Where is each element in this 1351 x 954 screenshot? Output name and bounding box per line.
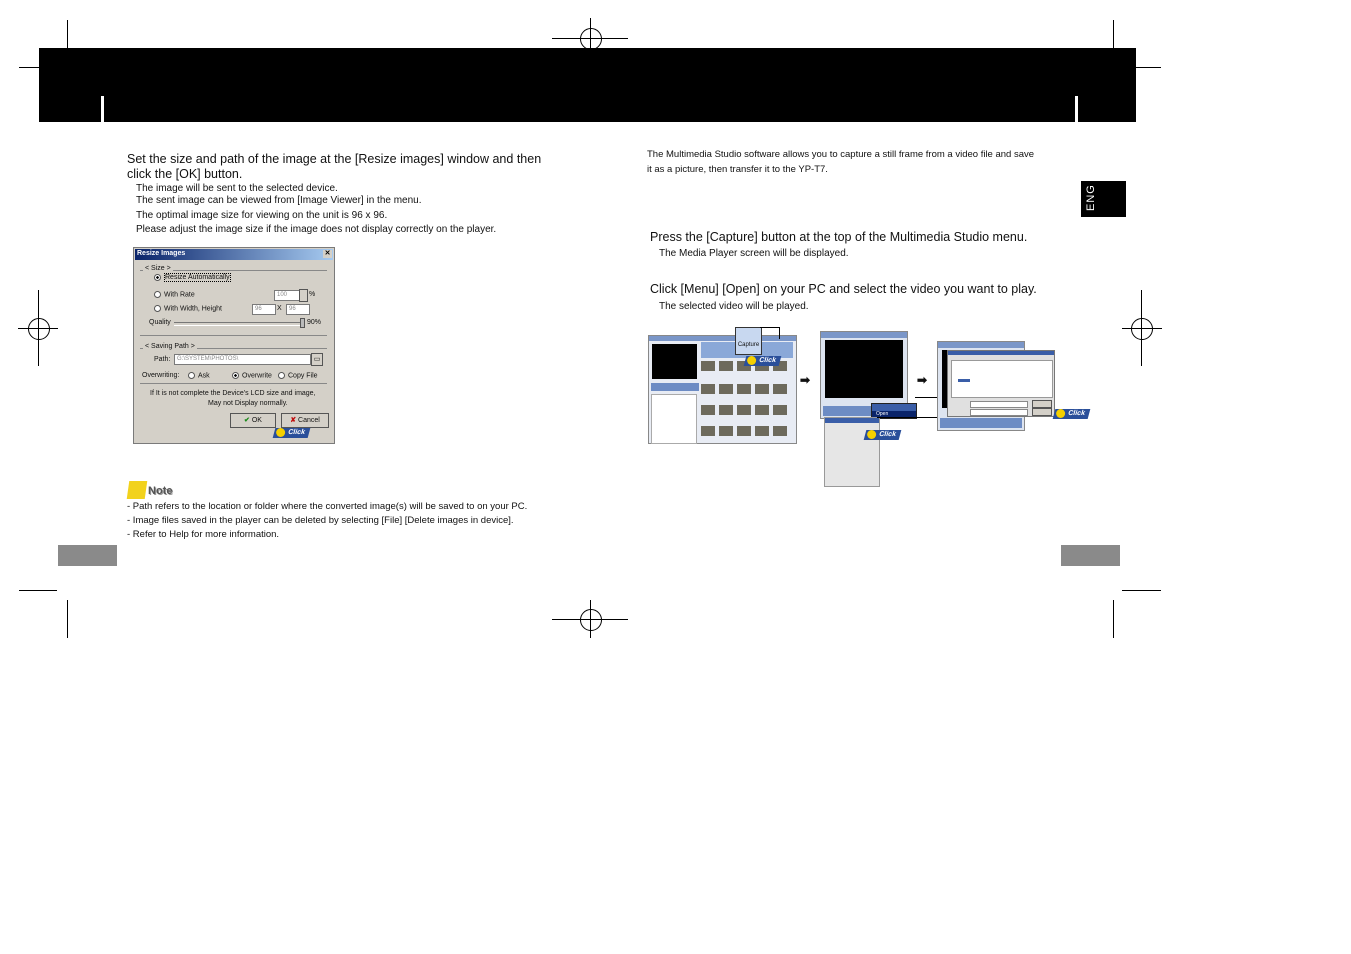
- size-group-label: < Size >: [145, 265, 171, 272]
- click-callout: [864, 430, 901, 440]
- crop-mark: [19, 590, 57, 591]
- quality-value: 90%: [307, 319, 322, 326]
- page-number-left: [58, 545, 117, 566]
- thumbnail: [737, 426, 751, 436]
- thumbnail: [701, 361, 715, 371]
- click-label: Click: [878, 431, 897, 438]
- path-group-label: < Saving Path >: [145, 343, 195, 350]
- warning-line-1: If It is not complete the Device's LCD size and image,: [150, 390, 316, 397]
- crop-mark: [67, 20, 68, 48]
- thumbnail: [755, 426, 769, 436]
- thumbnail: [737, 405, 751, 415]
- rate-input[interactable]: 100: [274, 290, 300, 301]
- dialog-titlebar: [948, 351, 1054, 355]
- radio-selected-icon: [154, 274, 161, 281]
- intro-line-2: it as a picture, then transfer it to the YP-T7.: [647, 164, 828, 175]
- bullet-3: The optimal image size for viewing on the unit is 96 x 96.: [136, 210, 388, 221]
- radio-icon: [154, 305, 161, 312]
- overwrite-label: Overwriting:: [142, 372, 180, 379]
- open-dialog: [947, 350, 1055, 417]
- click-callout: [273, 428, 310, 438]
- with-wh-radio[interactable]: [154, 305, 222, 312]
- radio-icon: [154, 291, 161, 298]
- divider: [140, 383, 327, 384]
- thumbnail: [773, 405, 787, 415]
- radio-selected-icon: [232, 372, 239, 379]
- selected-file[interactable]: [958, 379, 970, 382]
- crop-mark: [1141, 290, 1142, 366]
- intro-line-1: The Multimedia Studio software allows you to capture a still frame from a video file and save: [647, 149, 1035, 160]
- x-icon: ✘: [290, 417, 297, 424]
- note-item-1: - Path refers to the location or folder where the converted image(s) will be saved to on your PC.: [127, 501, 528, 512]
- divider: [140, 335, 327, 336]
- file-type-select[interactable]: [970, 409, 1028, 416]
- quality-label: Quality: [149, 319, 171, 326]
- multimedia-studio-screenshot: [648, 335, 797, 444]
- header-bar: [39, 48, 1136, 122]
- rate-stepper[interactable]: [299, 289, 308, 302]
- dialog-titlebar: [135, 249, 333, 260]
- click-label: Click: [287, 429, 306, 436]
- header-tick-left: [101, 96, 104, 122]
- crop-mark: [38, 290, 39, 366]
- crop-mark: [1136, 67, 1161, 68]
- radio-icon: [188, 372, 195, 379]
- height-input[interactable]: 96: [286, 304, 310, 315]
- pointer-hand-icon: [867, 430, 876, 439]
- check-icon: ✔: [244, 417, 250, 424]
- thumbnail: [701, 426, 715, 436]
- thumbnail: [755, 405, 769, 415]
- note-item-2: - Image files saved in the player can be deleted by selecting [File] [Delete images in device].: [127, 515, 514, 526]
- step-title: Set the size and path of the image at the [Resize images] window and then click the [OK] button.: [127, 152, 542, 181]
- thumbnail: [701, 405, 715, 415]
- click-label: Click: [758, 357, 777, 364]
- copy-file-label: Copy File: [288, 372, 318, 380]
- pointer-hand-icon: [1056, 409, 1065, 418]
- callout-line: [760, 327, 780, 328]
- crop-mark: [590, 18, 591, 58]
- step-1-sub: The Media Player screen will be displayed.: [659, 248, 849, 259]
- file-name-input[interactable]: [970, 401, 1028, 408]
- resize-auto-radio[interactable]: [154, 274, 231, 281]
- step-1-title: Press the [Capture] button at the top of the Multimedia Studio menu.: [650, 230, 1028, 244]
- ok-button[interactable]: [230, 413, 276, 428]
- quality-slider-thumb[interactable]: [300, 318, 305, 328]
- copy-file-radio[interactable]: [278, 372, 318, 379]
- bullet-1: The image will be sent to the selected device.: [136, 183, 338, 194]
- overwrite-radio[interactable]: [232, 372, 272, 379]
- cancel-label: Cancel: [298, 417, 320, 424]
- window-titlebar: [821, 332, 907, 338]
- crop-mark: [590, 600, 591, 638]
- registration-mark: [580, 609, 602, 631]
- file-list[interactable]: [951, 360, 1053, 398]
- with-wh-label: With Width, Height: [164, 305, 222, 313]
- thumbnail: [719, 384, 733, 394]
- thumbnail: [737, 384, 751, 394]
- thumbnail: [773, 384, 787, 394]
- crop-mark: [19, 67, 39, 68]
- player-controls: [940, 418, 1022, 428]
- registration-mark: [1131, 318, 1153, 340]
- pointer-hand-icon: [747, 356, 756, 365]
- path-label: Path:: [154, 356, 171, 363]
- radio-icon: [278, 372, 285, 379]
- window-titlebar: [649, 336, 796, 341]
- note-item-3: - Refer to Help for more information.: [127, 529, 280, 540]
- dropdown-menu[interactable]: [824, 417, 880, 487]
- ask-label: Ask: [198, 372, 210, 380]
- thumbnail: [755, 384, 769, 394]
- dropdown-selected-item[interactable]: [825, 418, 879, 423]
- thumbnail: [719, 426, 733, 436]
- thumbnail: [773, 426, 787, 436]
- close-icon[interactable]: ✕: [324, 250, 331, 257]
- ok-label: OK: [251, 417, 262, 424]
- language-tab-label: ENG: [1085, 184, 1097, 211]
- step-2-sub: The selected video will be played.: [659, 301, 809, 312]
- video-preview: [652, 344, 697, 379]
- folder-tree: [651, 394, 697, 444]
- note-icon: [127, 481, 148, 499]
- times-label: X: [277, 305, 282, 312]
- browse-folder-button[interactable]: [311, 353, 323, 366]
- step-2-title: Click [Menu] [Open] on your PC and select the video you want to play.: [650, 282, 1037, 296]
- bullet-4: Please adjust the image size if the image does not display correctly on the player.: [136, 224, 497, 235]
- rate-unit: %: [309, 291, 316, 298]
- resize-images-dialog: [133, 247, 335, 444]
- ask-radio[interactable]: [188, 372, 210, 379]
- click-label: Click: [1067, 410, 1086, 417]
- video-screen: [825, 340, 903, 398]
- open-button[interactable]: [1032, 400, 1052, 408]
- with-rate-radio[interactable]: [154, 291, 195, 298]
- note-title: Note: [148, 485, 173, 497]
- width-input[interactable]: 96: [252, 304, 276, 315]
- crop-mark: [67, 600, 68, 638]
- bullet-2: The sent image can be viewed from [Image Viewer] in the menu.: [136, 195, 422, 206]
- capture-button[interactable]: [735, 327, 762, 355]
- cancel-button[interactable]: [1032, 408, 1052, 416]
- resize-auto-label: Resize Automatically: [165, 274, 230, 282]
- quality-slider[interactable]: [174, 322, 301, 326]
- thumbnail: [719, 405, 733, 415]
- language-tab: [1081, 181, 1126, 217]
- pointer-hand-icon: [276, 428, 285, 437]
- crop-mark: [1113, 20, 1114, 48]
- callout-line: [779, 327, 780, 339]
- thumbnail: [701, 384, 715, 394]
- path-input[interactable]: G:\SYSTEM\PHOTOS\: [174, 354, 311, 365]
- dialog-title: Resize Images: [137, 250, 186, 257]
- registration-mark: [28, 318, 50, 340]
- click-callout: [744, 356, 781, 366]
- with-rate-label: With Rate: [164, 291, 195, 299]
- header-tick-right: [1075, 96, 1078, 122]
- registration-mark: [580, 28, 602, 50]
- crop-mark: [1122, 328, 1162, 329]
- capture-label: Capture: [737, 342, 760, 348]
- click-callout: [1053, 409, 1090, 419]
- sidebar-panel: [651, 383, 699, 391]
- page-number-right: [1061, 545, 1120, 566]
- arrow-right-icon: ➡: [800, 373, 811, 387]
- warning-line-2: May not Display normally.: [208, 400, 288, 407]
- menu-item-open[interactable]: Open: [872, 411, 916, 417]
- thumbnail: [719, 361, 733, 371]
- window-titlebar: [938, 342, 1024, 348]
- overwrite-option-label: Overwrite: [242, 372, 272, 380]
- cancel-button[interactable]: [281, 413, 329, 428]
- folder-icon: ▭: [313, 356, 321, 363]
- crop-mark: [1122, 590, 1161, 591]
- arrow-right-icon: ➡: [917, 373, 928, 387]
- crop-mark: [1113, 600, 1114, 638]
